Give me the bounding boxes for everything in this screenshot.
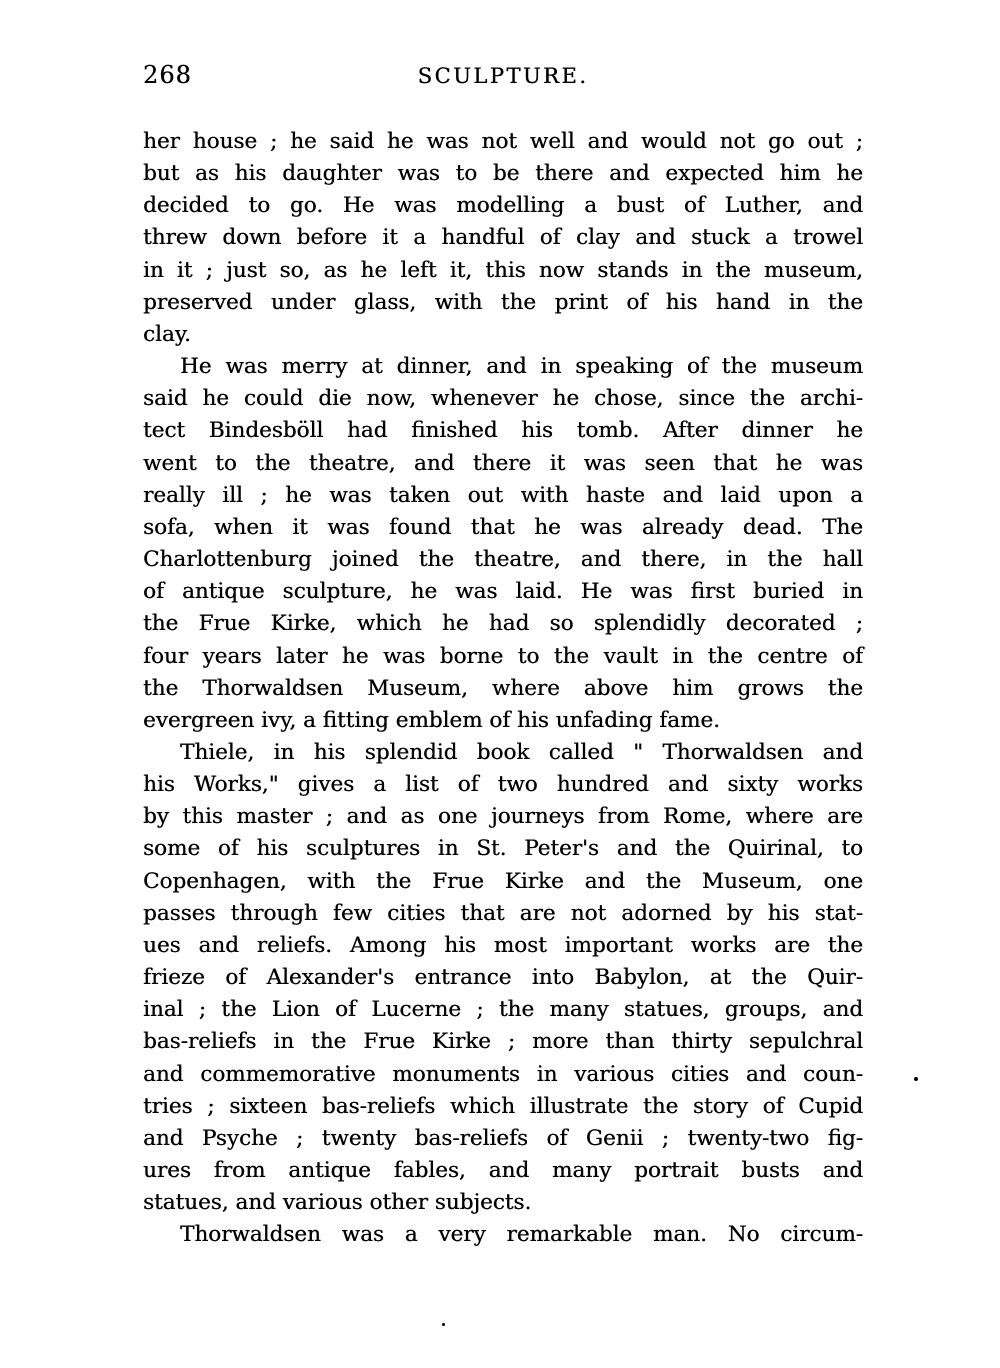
text-line: went to the theatre, and there it was seen that he was [143, 450, 863, 476]
text-line: Copenhagen, with the Frue Kirke and the Museum, one [143, 868, 863, 894]
text-line: by this master ; and as one journeys from Rome, where are [143, 804, 863, 830]
paragraph [143, 1219, 863, 1251]
text-line: but as his daughter was to be there and expected him he [143, 161, 863, 187]
text-line: decided to go. He was modelling a bust of Luther, and [143, 193, 863, 219]
paragraph [143, 351, 863, 737]
running-title: SCULPTURE. [417, 64, 589, 88]
text-line: threw down before it a handful of clay and stuck a trowel [143, 225, 863, 251]
text-line: statues, and various other subjects. [143, 1190, 532, 1216]
text-line: tect Bindesböll had finished his tomb. After dinner he [143, 418, 863, 444]
text-line: Thiele, in his splendid book called " Thorwaldsen and [180, 739, 863, 765]
text-line: and commemorative monuments in various cities and coun- [143, 1061, 863, 1087]
text-line: evergreen ivy, a fitting emblem of his unfading fame. [143, 707, 720, 733]
page-header [143, 61, 863, 93]
text-line: tries ; sixteen bas-reliefs which illustrate the story of Cupid [143, 1093, 863, 1119]
scan-speck [914, 1077, 918, 1081]
text-line: inal ; the Lion of Lucerne ; the many statues, groups, and [143, 997, 863, 1023]
text-line: said he could die now, whenever he chose, since the archi- [143, 386, 863, 412]
text-line: four years later he was borne to the vault in the centre of [143, 643, 863, 669]
text-line: sofa, when it was found that he was already dead. The [143, 514, 863, 540]
text-line: and Psyche ; twenty bas-reliefs of Genii ; twenty-two fig- [143, 1125, 863, 1151]
page-number: 268 [143, 61, 192, 89]
text-line: some of his sculptures in St. Peter's and the Quirinal, to [143, 836, 863, 862]
text-block [143, 126, 863, 1251]
paragraph [143, 126, 863, 351]
text-line: Charlottenburg joined the theatre, and there, in the hall [143, 547, 863, 573]
text-line: frieze of Alexander's entrance into Babylon, at the Quir- [143, 965, 863, 991]
text-line: her house ; he said he was not well and would not go out ; [143, 129, 863, 154]
text-line: the Frue Kirke, which he had so splendidly decorated ; [143, 611, 863, 637]
text-line: Thorwaldsen was a very remarkable man. No circum- [180, 1222, 863, 1248]
text-line: of antique sculpture, he was laid. He was first buried in [143, 579, 863, 605]
text-line: in it ; just so, as he left it, this now stands in the museum, [143, 257, 863, 283]
text-line: He was merry at dinner, and in speaking of the museum [180, 354, 863, 380]
text-line: the Thorwaldsen Museum, where above him grows the [143, 675, 863, 701]
text-line: his Works," gives a list of two hundred and sixty works [143, 772, 863, 798]
text-line: ures from antique fables, and many portrait busts and [143, 1158, 863, 1183]
text-line: really ill ; he was taken out with haste and laid upon a [143, 482, 863, 508]
text-line: bas-reliefs in the Frue Kirke ; more than thirty sepulchral [143, 1029, 863, 1055]
text-line: preserved under glass, with the print of his hand in the [143, 289, 863, 315]
text-line: ues and reliefs. Among his most important works are the [143, 932, 863, 958]
paragraph [143, 737, 863, 1219]
text-line: passes through few cities that are not adorned by his stat- [143, 900, 863, 926]
scan-speck [442, 1323, 445, 1326]
text-line: clay. [143, 321, 191, 347]
